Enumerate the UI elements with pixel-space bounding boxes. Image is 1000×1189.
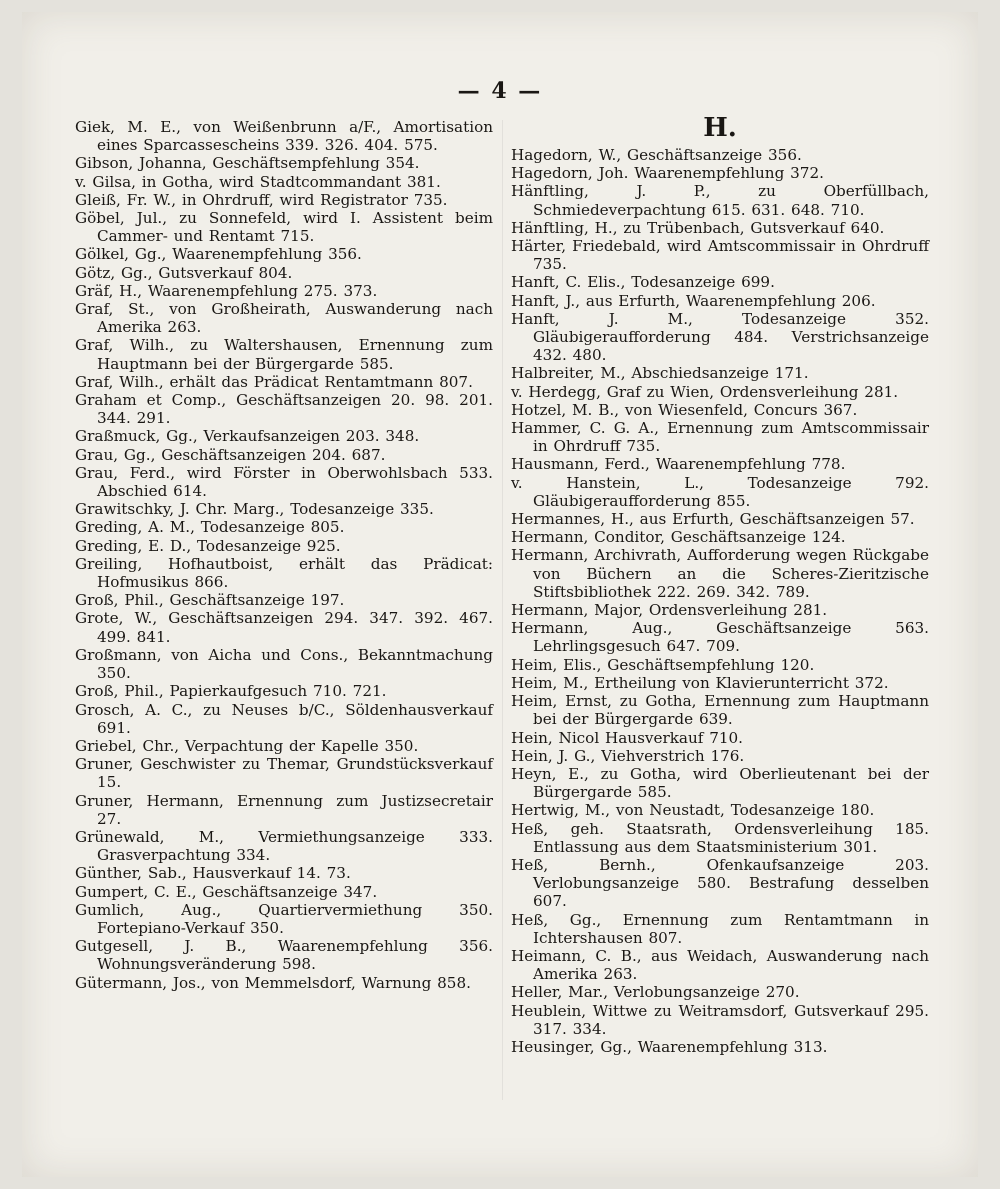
page-number: — 4 — xyxy=(457,78,543,104)
index-entry: Gumpert, C. E., Geschäftsanzeige 347. xyxy=(75,882,378,901)
index-entry: Groß, Phil., Papierkaufgesuch 710. 721. xyxy=(75,682,387,701)
index-entry: Göbel, Jul., zu Sonnefeld, wird I. Assistent beim Cammer- und Rentamt 715. xyxy=(75,209,493,246)
index-entry: Gutgesell, J. B., Waarenempfehlung 356. Wohnungsveränderung 598. xyxy=(75,937,493,974)
index-entry: Heim, Ernst, zu Gotha, Ernennung zum Hauptmann bei der Bürgergarde 639. xyxy=(511,692,929,729)
index-entry: Heusinger, Gg., Waarenempfehlung 313. xyxy=(511,1037,828,1056)
index-entry: Grosch, A. C., zu Neuses b/C., Söldenhausverkauf 691. xyxy=(75,700,493,737)
index-entry: v. Herdegg, Graf zu Wien, Ordensverleihung 281. xyxy=(511,382,899,401)
index-entry: Groß, Phil., Geschäftsanzeige 197. xyxy=(75,591,345,610)
right-column xyxy=(511,113,929,1056)
section-letter-heading: H. xyxy=(703,113,737,143)
index-entry: Heublein, Wittwe zu Weitramsdorf, Gutsverkauf 295. 317. 334. xyxy=(511,1001,929,1038)
index-entry: v. Gilsa, in Gotha, wird Stadtcommandant 381. xyxy=(75,172,441,191)
index-entry: Hänftling, J. P., zu Oberfüllbach, Schmiedeverpachtung 615. 631. 648. 710. xyxy=(511,182,929,219)
index-entry: Hausmann, Ferd., Waarenempfehlung 778. xyxy=(511,455,846,474)
index-entry: Hanft, J. M., Todesanzeige 352. Gläubigeraufforderung 484. Verstrichsanzeige 432. 480. xyxy=(511,309,929,365)
index-entry: Gumlich, Aug., Quartiervermiethung 350. Fortepiano-Verkauf 350. xyxy=(75,900,493,937)
index-entry: Hanft, J., aus Erfurth, Waarenempfehlung 206. xyxy=(511,291,876,310)
index-entry: Heim, M., Ertheilung von Klavierunterricht 372. xyxy=(511,673,889,692)
index-entry: Hammer, C. G. A., Ernennung zum Amtscommissair in Ohrdruff 735. xyxy=(511,419,929,456)
index-entry: Hermann, Major, Ordensverleihung 281. xyxy=(511,601,828,620)
index-entry: Heß, Bernh., Ofenkaufsanzeige 203. Verlobungsanzeige 580. Bestrafung desselben 607. xyxy=(511,855,929,911)
index-entry: Grau, Gg., Geschäftsanzeigen 204. 687. xyxy=(75,445,386,464)
index-entry: Graham et Comp., Geschäftsanzeigen 20. 98. 201. 344. 291. xyxy=(75,391,493,428)
index-entry: Heller, Mar., Verlobungsanzeige 270. xyxy=(511,983,800,1002)
index-entry: Hertwig, M., von Neustadt, Todesanzeige 180. xyxy=(511,801,875,820)
index-entry: Hotzel, M. B., von Wiesenfeld, Concurs 367. xyxy=(511,400,858,419)
index-entry: Gleiß, Fr. W., in Ohrdruff, wird Registrator 735. xyxy=(75,190,448,209)
index-entry: Gruner, Hermann, Ernennung zum Justizsecretair 27. xyxy=(75,791,493,828)
column-gutter xyxy=(502,120,503,1100)
index-entry: Günther, Sab., Hausverkauf 14. 73. xyxy=(75,864,351,883)
index-entry: Heß, geh. Staatsrath, Ordensverleihung 185. Entlassung aus dem Staatsministerium 301. xyxy=(511,819,929,856)
index-entry: Gräf, H., Waarenempfehlung 275. 373. xyxy=(75,281,378,300)
index-entry: Gruner, Geschwister zu Themar, Grundstücksverkauf 15. xyxy=(75,755,493,792)
index-entry: Graßmuck, Gg., Verkaufsanzeigen 203. 348. xyxy=(75,427,420,446)
index-entry: Heim, Elis., Geschäftsempfehlung 120. xyxy=(511,655,815,674)
index-entry: Grau, Ferd., wird Förster in Oberwohlsbach 533. Abschied 614. xyxy=(75,463,493,501)
index-entry: Heß, Gg., Ernennung zum Rentamtmann in Ichtershausen 807. xyxy=(511,910,929,947)
index-entry: Hanft, C. Elis., Todesanzeige 699. xyxy=(511,273,775,292)
index-entry: Gibson, Johanna, Geschäftsempfehlung 354. xyxy=(75,154,420,173)
index-entry: Gölkel, Gg., Waarenempfehlung 356. xyxy=(75,245,362,264)
index-entry: Greding, A. M., Todesanzeige 805. xyxy=(75,518,345,537)
index-entry: Heyn, E., zu Gotha, wird Oberlieutenant bei der Bürgergarde 585. xyxy=(511,764,929,802)
index-entry: Hermann, Aug., Geschäftsanzeige 563. Lehrlingsgesuch 647. 709. xyxy=(511,619,929,656)
index-entry: Grünewald, M., Vermiethungsanzeige 333. Grasverpachtung 334. xyxy=(75,827,493,865)
index-entry: Halbreiter, M., Abschiedsanzeige 171. xyxy=(511,364,809,383)
index-entry: v. Hanstein, L., Todesanzeige 792. Gläubigeraufforderung 855. xyxy=(511,473,929,510)
index-entry: Greding, E. D., Todesanzeige 925. xyxy=(75,536,341,555)
index-entry: Giek, M. E., von Weißenbrunn a/F., Amortisation eines Sparcassescheins 339. 326. 404. 575. xyxy=(75,118,493,155)
index-entry: Gütermann, Jos., von Memmelsdorf, Warnung 858. xyxy=(75,973,471,992)
index-entry: Grawitschky, J. Chr. Marg., Todesanzeige 335. xyxy=(75,500,434,519)
index-entry: Graf, St., von Großheirath, Auswanderung nach Amerika 263. xyxy=(75,300,493,337)
index-entry: Heimann, C. B., aus Weidach, Auswanderung nach Amerika 263. xyxy=(511,946,929,984)
index-entry: Härter, Friedebald, wird Amtscommissair in Ohrdruff 735. xyxy=(511,237,929,274)
index-entry: Hermann, Conditor, Geschäftsanzeige 124. xyxy=(511,528,846,547)
index-entry: Hagedorn, Joh. Waarenempfehlung 372. xyxy=(511,164,824,183)
index-entry: Götz, Gg., Gutsverkauf 804. xyxy=(75,263,293,282)
index-entry: Griebel, Chr., Verpachtung der Kapelle 350. xyxy=(75,736,419,755)
index-entry: Hermannes, H., aus Erfurth, Geschäftsanzeigen 57. xyxy=(511,510,915,529)
index-entry: Greiling, Hofhautboist, erhält das Prädicat: Hofmusikus 866. xyxy=(75,554,493,592)
index-entry: Hermann, Archivrath, Aufforderung wegen Rückgabe von Büchern an die Scheres-Zieritzische Stiftsbibliothek 222. 269. 342. 789. xyxy=(511,546,929,601)
index-entry: Grote, W., Geschäftsanzeigen 294. 347. 392. 467. 499. 841. xyxy=(75,609,493,646)
index-entry: Großmann, von Aicha und Cons., Bekanntmachung 350. xyxy=(75,645,493,683)
index-entry: Hein, J. G., Viehverstrich 176. xyxy=(511,746,745,765)
index-entry: Hänftling, H., zu Trübenbach, Gutsverkauf 640. xyxy=(511,218,885,237)
index-entry: Graf, Wilh., zu Waltershausen, Ernennung zum Hauptmann bei der Bürgergarde 585. xyxy=(75,336,493,373)
index-entry: Hagedorn, W., Geschäftsanzeige 356. xyxy=(511,146,802,164)
index-entry: Hein, Nicol Hausverkauf 710. xyxy=(511,728,744,747)
left-column xyxy=(75,118,493,992)
index-entry: Graf, Wilh., erhält das Prädicat Rentamtmann 807. xyxy=(75,372,473,391)
